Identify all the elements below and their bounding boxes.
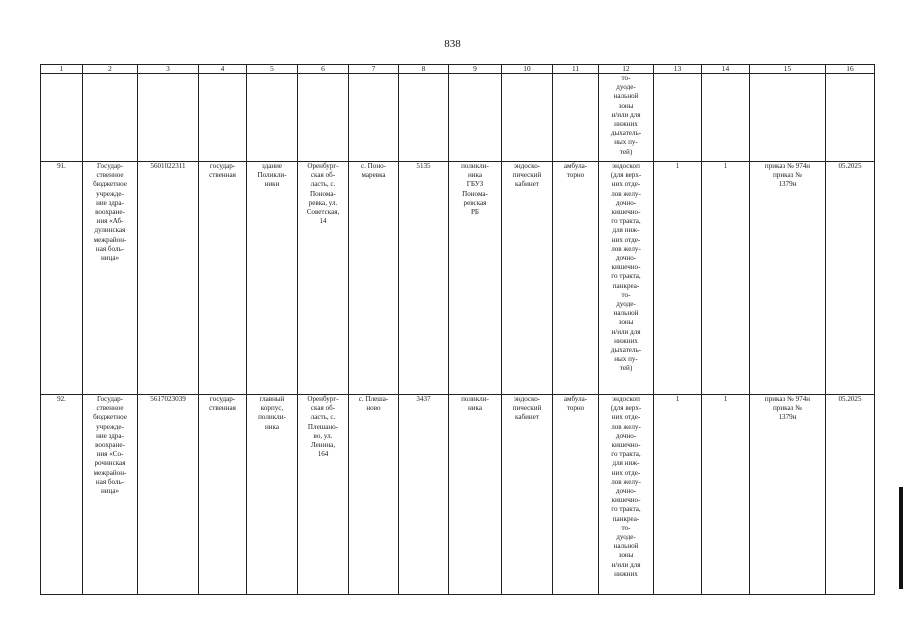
column-number-cell: 16 [826,65,875,74]
table-cell: приказ № 974н приказ № 1379н [750,162,826,395]
table-cell: главный корпус, поликли- ника [247,395,298,595]
table-cell: Оренбург- ская об- ласть, с. Плешано- во, ул. Ленина, 164 [298,395,349,595]
table-cell [449,74,502,162]
column-number-cell: 14 [702,65,750,74]
scan-edge-mark [899,487,903,589]
column-number-cell: 9 [449,65,502,74]
table-cell: 1 [654,162,702,395]
table-cell: 1 [654,395,702,595]
table-cell: амбула- торно [553,395,599,595]
column-number-cell: 1 [41,65,83,74]
table-cell: 91. [41,162,83,395]
column-number-cell: 12 [599,65,654,74]
table-cell: 5601022311 [138,162,199,395]
column-number-cell: 10 [502,65,553,74]
table-cell: 3437 [399,395,449,595]
table-cell [83,74,138,162]
table-cell: государ- ственная [199,395,247,595]
table-cell: здание Поликли- ники [247,162,298,395]
table-cell [553,74,599,162]
table-cell [750,74,826,162]
column-number-cell: 7 [349,65,399,74]
table-row [41,74,875,162]
table-cell [502,74,553,162]
table-cell [138,74,199,162]
table-cell: поликли- ника [449,395,502,595]
table-cell: эндоско- пический кабинет [502,162,553,395]
table-cell [247,74,298,162]
column-number-cell: 3 [138,65,199,74]
table-cell [399,74,449,162]
registry-table [40,64,875,595]
table-cell: эндоско- пический кабинет [502,395,553,595]
table-cell: эндоскоп (для верх- них отде- лов желу- дочно- кишечно- го тракта, для ниж- них отде- лов желу- дочно- кишечно- го тракта, панкреа- то- дуоде- нальной зоны и/или для нижних дыхатель- ных пу- тей) [599,162,654,395]
table-cell [702,74,750,162]
table-cell: амбула- торно [553,162,599,395]
table-cell: Государ- ственное бюджетное учрежде- ние здра- воохране- ния «Со- рочинская межрайон- ная боль- ница» [83,395,138,595]
table-cell: 1 [702,395,750,595]
column-number-row [41,65,875,74]
table-cell: то- дуоде- нальной зоны и/или для нижних дыхатель- ных пу- тей) [599,74,654,162]
table-cell: Государ- ственное бюджетное учрежде- ние здра- воохране- ния «Аб- дулинская межрайон- ная боль- ница» [83,162,138,395]
column-number-cell: 2 [83,65,138,74]
table-row [41,162,875,395]
table-cell [199,74,247,162]
table-cell: 1 [702,162,750,395]
column-number-cell: 15 [750,65,826,74]
table-cell: поликли- ника ГБУЗ Понома- ревская РБ [449,162,502,395]
table-cell: 5617023039 [138,395,199,595]
table-cell [298,74,349,162]
page-number: 838 [444,38,461,50]
table-cell: 05.2025 [826,162,875,395]
column-number-cell: 8 [399,65,449,74]
column-number-cell: 5 [247,65,298,74]
table-cell: государ- ственная [199,162,247,395]
table-cell: 5135 [399,162,449,395]
table-cell: с. Поно- маревка [349,162,399,395]
table-cell [349,74,399,162]
table-cell: с. Плеша- ново [349,395,399,595]
table-row [41,395,875,595]
column-number-cell: 6 [298,65,349,74]
table-cell: эндоскоп (для верх- них отде- лов желу- дочно- кишечно- го тракта, для ниж- них отде- лов желу- дочно- кишечно- го тракта, панкреа- то- дуоде- нальной зоны и/или для нижних [599,395,654,595]
column-number-cell: 4 [199,65,247,74]
column-number-cell: 11 [553,65,599,74]
table-cell: приказ № 974н приказ № 1379н [750,395,826,595]
table-cell [826,74,875,162]
table-cell: Оренбург- ская об- ласть, с. Пономa- ревка, ул. Советская, 14 [298,162,349,395]
table-cell: 05.2025 [826,395,875,595]
table-cell [654,74,702,162]
table-cell [41,74,83,162]
column-number-cell: 13 [654,65,702,74]
table-cell: 92. [41,395,83,595]
